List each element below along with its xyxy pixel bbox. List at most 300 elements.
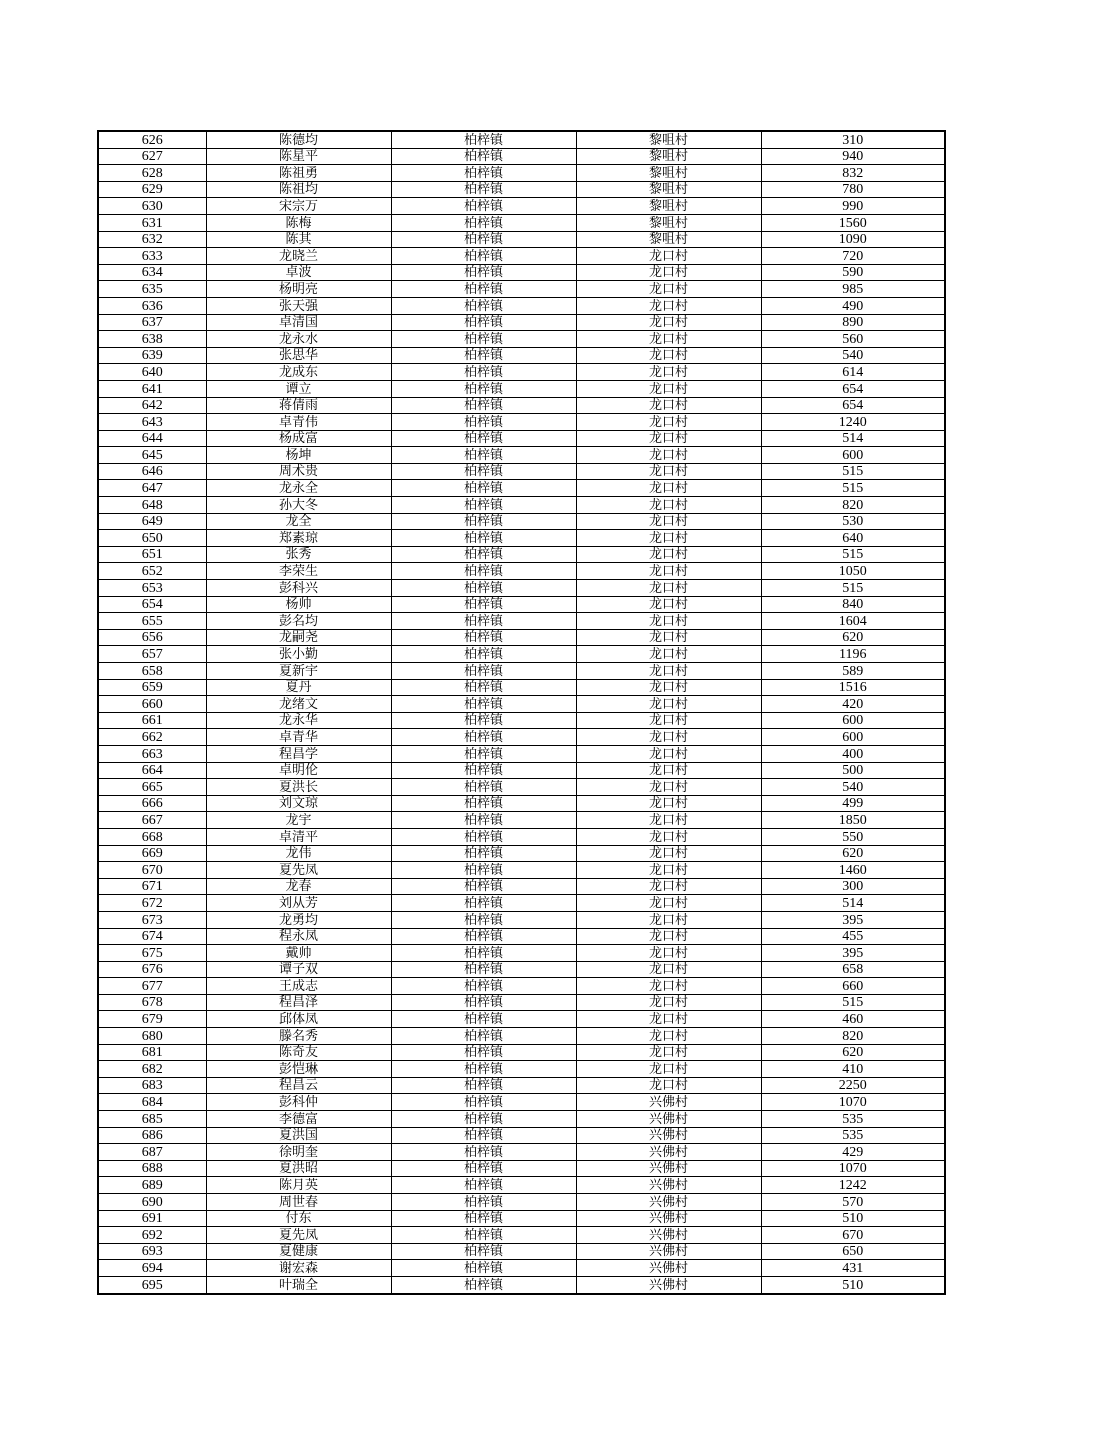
town-cell: 柏梓镇 <box>391 712 576 729</box>
village-cell: 龙口村 <box>576 364 761 381</box>
amount-cell: 600 <box>761 729 945 746</box>
serial-number-cell: 656 <box>98 629 206 646</box>
serial-number-cell: 637 <box>98 314 206 331</box>
town-cell: 柏梓镇 <box>391 430 576 447</box>
town-cell: 柏梓镇 <box>391 911 576 928</box>
town-cell: 柏梓镇 <box>391 297 576 314</box>
table-row <box>98 712 945 729</box>
town-cell: 柏梓镇 <box>391 1094 576 1111</box>
village-cell: 龙口村 <box>576 613 761 630</box>
amount-cell: 589 <box>761 663 945 680</box>
person-name-cell: 陈梅 <box>206 214 391 231</box>
amount-cell: 640 <box>761 530 945 547</box>
person-name-cell: 陈祖均 <box>206 181 391 198</box>
serial-number-cell: 668 <box>98 828 206 845</box>
person-name-cell: 张秀 <box>206 546 391 563</box>
person-name-cell: 卓青伟 <box>206 414 391 431</box>
village-cell: 黎咀村 <box>576 131 761 148</box>
table-row <box>98 795 945 812</box>
person-name-cell: 龙绪文 <box>206 696 391 713</box>
amount-cell: 890 <box>761 314 945 331</box>
village-cell: 龙口村 <box>576 596 761 613</box>
person-name-cell: 陈祖勇 <box>206 165 391 182</box>
village-cell: 黎咀村 <box>576 181 761 198</box>
serial-number-cell: 649 <box>98 513 206 530</box>
town-cell: 柏梓镇 <box>391 198 576 215</box>
person-name-cell: 杨明亮 <box>206 281 391 298</box>
town-cell: 柏梓镇 <box>391 131 576 148</box>
table-row <box>98 1260 945 1277</box>
amount-cell: 1242 <box>761 1177 945 1194</box>
amount-cell: 614 <box>761 364 945 381</box>
village-cell: 龙口村 <box>576 497 761 514</box>
amount-cell: 540 <box>761 347 945 364</box>
serial-number-cell: 659 <box>98 679 206 696</box>
serial-number-cell: 644 <box>98 430 206 447</box>
town-cell: 柏梓镇 <box>391 994 576 1011</box>
village-cell: 兴佛村 <box>576 1111 761 1128</box>
person-name-cell: 孙大冬 <box>206 497 391 514</box>
person-name-cell: 龙全 <box>206 513 391 530</box>
town-cell: 柏梓镇 <box>391 1111 576 1128</box>
table-row <box>98 1077 945 1094</box>
amount-cell: 1050 <box>761 563 945 580</box>
serial-number-cell: 650 <box>98 530 206 547</box>
town-cell: 柏梓镇 <box>391 945 576 962</box>
serial-number-cell: 687 <box>98 1144 206 1161</box>
village-cell: 兴佛村 <box>576 1144 761 1161</box>
town-cell: 柏梓镇 <box>391 248 576 265</box>
serial-number-cell: 667 <box>98 812 206 829</box>
person-name-cell: 夏丹 <box>206 679 391 696</box>
serial-number-cell: 641 <box>98 380 206 397</box>
serial-number-cell: 682 <box>98 1061 206 1078</box>
amount-cell: 840 <box>761 596 945 613</box>
person-name-cell: 邱体凤 <box>206 1011 391 1028</box>
town-cell: 柏梓镇 <box>391 1028 576 1045</box>
table-row <box>98 762 945 779</box>
table-row <box>98 314 945 331</box>
town-cell: 柏梓镇 <box>391 380 576 397</box>
person-name-cell: 龙春 <box>206 878 391 895</box>
serial-number-cell: 658 <box>98 663 206 680</box>
town-cell: 柏梓镇 <box>391 961 576 978</box>
person-name-cell: 卓清国 <box>206 314 391 331</box>
person-name-cell: 程永凤 <box>206 928 391 945</box>
town-cell: 柏梓镇 <box>391 1077 576 1094</box>
amount-cell: 510 <box>761 1210 945 1227</box>
person-name-cell: 程昌云 <box>206 1077 391 1094</box>
table-row <box>98 480 945 497</box>
person-name-cell: 蒋倩雨 <box>206 397 391 414</box>
village-cell: 龙口村 <box>576 248 761 265</box>
serial-number-cell: 670 <box>98 862 206 879</box>
village-cell: 龙口村 <box>576 795 761 812</box>
serial-number-cell: 662 <box>98 729 206 746</box>
town-cell: 柏梓镇 <box>391 862 576 879</box>
amount-cell: 514 <box>761 895 945 912</box>
village-cell: 龙口村 <box>576 812 761 829</box>
amount-cell: 1560 <box>761 214 945 231</box>
table-row <box>98 430 945 447</box>
village-cell: 龙口村 <box>576 762 761 779</box>
table-row <box>98 563 945 580</box>
person-name-cell: 陈德均 <box>206 131 391 148</box>
serial-number-cell: 678 <box>98 994 206 1011</box>
serial-number-cell: 631 <box>98 214 206 231</box>
serial-number-cell: 679 <box>98 1011 206 1028</box>
amount-cell: 820 <box>761 1028 945 1045</box>
person-name-cell: 张小勤 <box>206 646 391 663</box>
table-row <box>98 1011 945 1028</box>
serial-number-cell: 690 <box>98 1194 206 1211</box>
table-row <box>98 1111 945 1128</box>
person-name-cell: 叶瑞全 <box>206 1276 391 1293</box>
village-cell: 龙口村 <box>576 696 761 713</box>
table-row <box>98 530 945 547</box>
serial-number-cell: 630 <box>98 198 206 215</box>
serial-number-cell: 675 <box>98 945 206 962</box>
village-cell: 龙口村 <box>576 281 761 298</box>
town-cell: 柏梓镇 <box>391 646 576 663</box>
serial-number-cell: 626 <box>98 131 206 148</box>
amount-cell: 455 <box>761 928 945 945</box>
amount-cell: 514 <box>761 430 945 447</box>
person-name-cell: 刘文琼 <box>206 795 391 812</box>
town-cell: 柏梓镇 <box>391 878 576 895</box>
person-name-cell: 夏健康 <box>206 1243 391 1260</box>
person-name-cell: 滕名秀 <box>206 1028 391 1045</box>
town-cell: 柏梓镇 <box>391 596 576 613</box>
amount-cell: 820 <box>761 497 945 514</box>
person-name-cell: 夏先凤 <box>206 1227 391 1244</box>
village-cell: 龙口村 <box>576 480 761 497</box>
table-row <box>98 1194 945 1211</box>
amount-cell: 658 <box>761 961 945 978</box>
town-cell: 柏梓镇 <box>391 447 576 464</box>
table-row <box>98 1276 945 1293</box>
amount-cell: 515 <box>761 546 945 563</box>
town-cell: 柏梓镇 <box>391 1260 576 1277</box>
village-cell: 龙口村 <box>576 1077 761 1094</box>
town-cell: 柏梓镇 <box>391 364 576 381</box>
table-row <box>98 347 945 364</box>
town-cell: 柏梓镇 <box>391 745 576 762</box>
village-cell: 龙口村 <box>576 945 761 962</box>
amount-cell: 650 <box>761 1243 945 1260</box>
serial-number-cell: 635 <box>98 281 206 298</box>
village-cell: 龙口村 <box>576 828 761 845</box>
village-cell: 龙口村 <box>576 895 761 912</box>
serial-number-cell: 633 <box>98 248 206 265</box>
town-cell: 柏梓镇 <box>391 214 576 231</box>
town-cell: 柏梓镇 <box>391 1144 576 1161</box>
town-cell: 柏梓镇 <box>391 1243 576 1260</box>
village-cell: 龙口村 <box>576 347 761 364</box>
village-cell: 龙口村 <box>576 430 761 447</box>
person-name-cell: 杨成富 <box>206 430 391 447</box>
amount-cell: 985 <box>761 281 945 298</box>
serial-number-cell: 643 <box>98 414 206 431</box>
amount-cell: 540 <box>761 779 945 796</box>
town-cell: 柏梓镇 <box>391 779 576 796</box>
serial-number-cell: 691 <box>98 1210 206 1227</box>
amount-cell: 395 <box>761 911 945 928</box>
town-cell: 柏梓镇 <box>391 264 576 281</box>
table-row <box>98 596 945 613</box>
town-cell: 柏梓镇 <box>391 1061 576 1078</box>
village-cell: 龙口村 <box>576 646 761 663</box>
town-cell: 柏梓镇 <box>391 729 576 746</box>
town-cell: 柏梓镇 <box>391 828 576 845</box>
roster-table <box>97 130 946 1295</box>
amount-cell: 429 <box>761 1144 945 1161</box>
serial-number-cell: 632 <box>98 231 206 248</box>
amount-cell: 310 <box>761 131 945 148</box>
table-row <box>98 447 945 464</box>
town-cell: 柏梓镇 <box>391 563 576 580</box>
person-name-cell: 夏洪长 <box>206 779 391 796</box>
town-cell: 柏梓镇 <box>391 679 576 696</box>
table-row <box>98 513 945 530</box>
person-name-cell: 刘从芳 <box>206 895 391 912</box>
village-cell: 龙口村 <box>576 1028 761 1045</box>
village-cell: 兴佛村 <box>576 1210 761 1227</box>
person-name-cell: 宋宗万 <box>206 198 391 215</box>
town-cell: 柏梓镇 <box>391 928 576 945</box>
amount-cell: 600 <box>761 712 945 729</box>
town-cell: 柏梓镇 <box>391 546 576 563</box>
town-cell: 柏梓镇 <box>391 165 576 182</box>
person-name-cell: 陈奇友 <box>206 1044 391 1061</box>
town-cell: 柏梓镇 <box>391 1276 576 1293</box>
person-name-cell: 龙勇均 <box>206 911 391 928</box>
table-row <box>98 414 945 431</box>
serial-number-cell: 676 <box>98 961 206 978</box>
table-row <box>98 165 945 182</box>
table-row <box>98 663 945 680</box>
village-cell: 龙口村 <box>576 928 761 945</box>
amount-cell: 300 <box>761 878 945 895</box>
town-cell: 柏梓镇 <box>391 978 576 995</box>
serial-number-cell: 680 <box>98 1028 206 1045</box>
amount-cell: 1070 <box>761 1094 945 1111</box>
amount-cell: 654 <box>761 380 945 397</box>
serial-number-cell: 686 <box>98 1127 206 1144</box>
person-name-cell: 夏先凤 <box>206 862 391 879</box>
serial-number-cell: 669 <box>98 845 206 862</box>
table-row <box>98 862 945 879</box>
serial-number-cell: 653 <box>98 580 206 597</box>
amount-cell: 940 <box>761 148 945 165</box>
serial-number-cell: 655 <box>98 613 206 630</box>
table-row <box>98 613 945 630</box>
amount-cell: 535 <box>761 1127 945 1144</box>
amount-cell: 1196 <box>761 646 945 663</box>
serial-number-cell: 664 <box>98 762 206 779</box>
table-row <box>98 297 945 314</box>
amount-cell: 431 <box>761 1260 945 1277</box>
table-row <box>98 380 945 397</box>
serial-number-cell: 689 <box>98 1177 206 1194</box>
serial-number-cell: 639 <box>98 347 206 364</box>
table-row <box>98 679 945 696</box>
village-cell: 龙口村 <box>576 878 761 895</box>
village-cell: 龙口村 <box>576 546 761 563</box>
village-cell: 龙口村 <box>576 845 761 862</box>
amount-cell: 590 <box>761 264 945 281</box>
village-cell: 龙口村 <box>576 314 761 331</box>
person-name-cell: 彭科兴 <box>206 580 391 597</box>
amount-cell: 490 <box>761 297 945 314</box>
table-row <box>98 745 945 762</box>
serial-number-cell: 681 <box>98 1044 206 1061</box>
amount-cell: 400 <box>761 745 945 762</box>
table-row <box>98 845 945 862</box>
roster-table-body <box>98 131 945 1294</box>
amount-cell: 515 <box>761 463 945 480</box>
amount-cell: 460 <box>761 1011 945 1028</box>
village-cell: 黎咀村 <box>576 231 761 248</box>
person-name-cell: 卓波 <box>206 264 391 281</box>
serial-number-cell: 636 <box>98 297 206 314</box>
town-cell: 柏梓镇 <box>391 613 576 630</box>
town-cell: 柏梓镇 <box>391 480 576 497</box>
person-name-cell: 戴帅 <box>206 945 391 962</box>
town-cell: 柏梓镇 <box>391 629 576 646</box>
serial-number-cell: 652 <box>98 563 206 580</box>
table-row <box>98 895 945 912</box>
table-row <box>98 779 945 796</box>
town-cell: 柏梓镇 <box>391 696 576 713</box>
village-cell: 龙口村 <box>576 264 761 281</box>
village-cell: 兴佛村 <box>576 1160 761 1177</box>
serial-number-cell: 663 <box>98 745 206 762</box>
table-row <box>98 546 945 563</box>
village-cell: 龙口村 <box>576 961 761 978</box>
village-cell: 龙口村 <box>576 297 761 314</box>
person-name-cell: 龙永水 <box>206 331 391 348</box>
amount-cell: 570 <box>761 1194 945 1211</box>
serial-number-cell: 665 <box>98 779 206 796</box>
person-name-cell: 张思华 <box>206 347 391 364</box>
village-cell: 龙口村 <box>576 380 761 397</box>
village-cell: 龙口村 <box>576 745 761 762</box>
person-name-cell: 夏洪国 <box>206 1127 391 1144</box>
village-cell: 龙口村 <box>576 729 761 746</box>
amount-cell: 2250 <box>761 1077 945 1094</box>
town-cell: 柏梓镇 <box>391 530 576 547</box>
person-name-cell: 周术贵 <box>206 463 391 480</box>
village-cell: 龙口村 <box>576 530 761 547</box>
table-row <box>98 1094 945 1111</box>
person-name-cell: 徐明奎 <box>206 1144 391 1161</box>
village-cell: 兴佛村 <box>576 1260 761 1277</box>
serial-number-cell: 642 <box>98 397 206 414</box>
town-cell: 柏梓镇 <box>391 181 576 198</box>
amount-cell: 1070 <box>761 1160 945 1177</box>
amount-cell: 660 <box>761 978 945 995</box>
amount-cell: 500 <box>761 762 945 779</box>
town-cell: 柏梓镇 <box>391 795 576 812</box>
village-cell: 龙口村 <box>576 779 761 796</box>
person-name-cell: 付东 <box>206 1210 391 1227</box>
amount-cell: 620 <box>761 1044 945 1061</box>
table-row <box>98 1210 945 1227</box>
person-name-cell: 龙伟 <box>206 845 391 862</box>
amount-cell: 499 <box>761 795 945 812</box>
table-row <box>98 729 945 746</box>
village-cell: 兴佛村 <box>576 1227 761 1244</box>
village-cell: 龙口村 <box>576 397 761 414</box>
table-row <box>98 828 945 845</box>
person-name-cell: 卓清平 <box>206 828 391 845</box>
table-row <box>98 131 945 148</box>
amount-cell: 510 <box>761 1276 945 1293</box>
amount-cell: 395 <box>761 945 945 962</box>
village-cell: 黎咀村 <box>576 214 761 231</box>
serial-number-cell: 638 <box>98 331 206 348</box>
table-row <box>98 248 945 265</box>
village-cell: 龙口村 <box>576 563 761 580</box>
town-cell: 柏梓镇 <box>391 1227 576 1244</box>
town-cell: 柏梓镇 <box>391 845 576 862</box>
amount-cell: 1516 <box>761 679 945 696</box>
village-cell: 兴佛村 <box>576 1094 761 1111</box>
village-cell: 龙口村 <box>576 978 761 995</box>
town-cell: 柏梓镇 <box>391 513 576 530</box>
serial-number-cell: 674 <box>98 928 206 945</box>
table-row <box>98 978 945 995</box>
village-cell: 龙口村 <box>576 911 761 928</box>
amount-cell: 515 <box>761 994 945 1011</box>
table-row <box>98 961 945 978</box>
serial-number-cell: 688 <box>98 1160 206 1177</box>
village-cell: 龙口村 <box>576 712 761 729</box>
person-name-cell: 龙宇 <box>206 812 391 829</box>
amount-cell: 515 <box>761 480 945 497</box>
amount-cell: 600 <box>761 447 945 464</box>
table-row <box>98 497 945 514</box>
table-row <box>98 994 945 1011</box>
town-cell: 柏梓镇 <box>391 1177 576 1194</box>
table-row <box>98 646 945 663</box>
village-cell: 龙口村 <box>576 580 761 597</box>
village-cell: 龙口村 <box>576 331 761 348</box>
serial-number-cell: 654 <box>98 596 206 613</box>
serial-number-cell: 661 <box>98 712 206 729</box>
table-row <box>98 1144 945 1161</box>
town-cell: 柏梓镇 <box>391 347 576 364</box>
village-cell: 龙口村 <box>576 414 761 431</box>
amount-cell: 515 <box>761 580 945 597</box>
person-name-cell: 龙永全 <box>206 480 391 497</box>
person-name-cell: 陈月英 <box>206 1177 391 1194</box>
table-row <box>98 463 945 480</box>
table-row <box>98 264 945 281</box>
table-row <box>98 281 945 298</box>
village-cell: 兴佛村 <box>576 1127 761 1144</box>
table-row <box>98 1044 945 1061</box>
amount-cell: 550 <box>761 828 945 845</box>
person-name-cell: 王成志 <box>206 978 391 995</box>
table-row <box>98 148 945 165</box>
village-cell: 兴佛村 <box>576 1194 761 1211</box>
serial-number-cell: 672 <box>98 895 206 912</box>
village-cell: 兴佛村 <box>576 1243 761 1260</box>
table-row <box>98 364 945 381</box>
person-name-cell: 张天强 <box>206 297 391 314</box>
